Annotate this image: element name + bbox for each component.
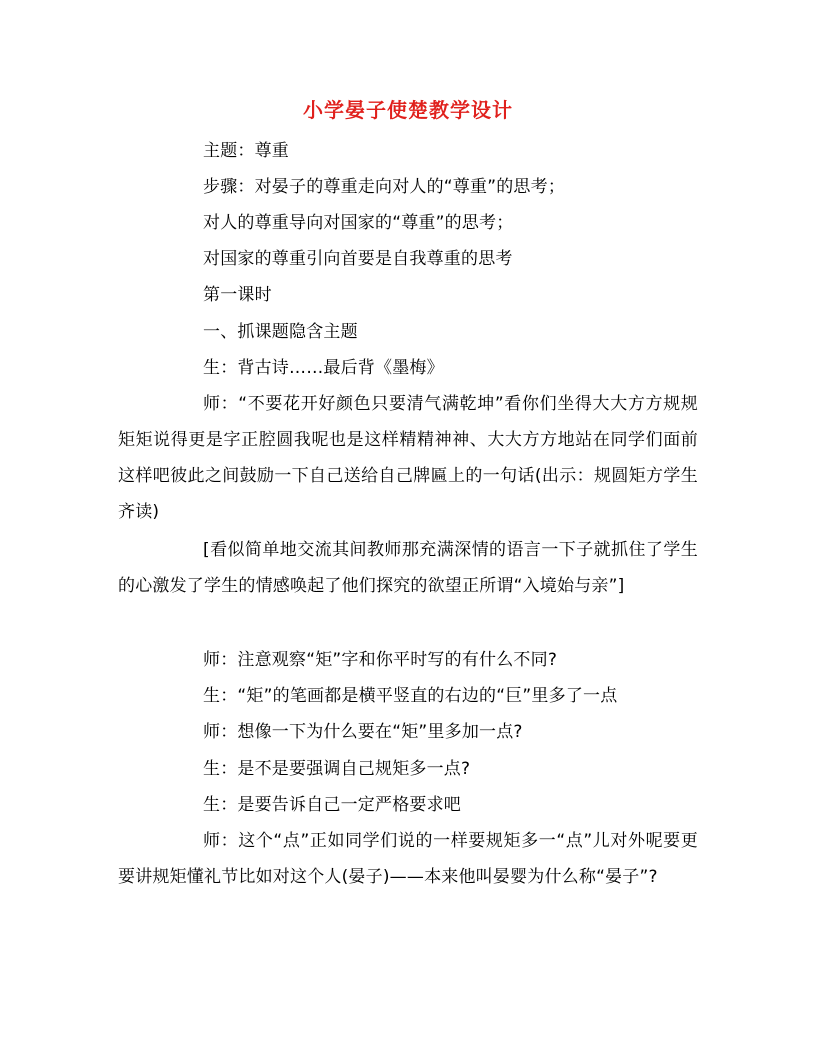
text-line: 主题：尊重	[203, 141, 289, 161]
text-line: 对人的尊重导向对国家的“尊重”的思考；	[203, 213, 514, 233]
text-line: 对国家的尊重引向首要是自我尊重的思考	[203, 249, 513, 269]
text-line: 生：是不是要强调自己规矩多一点?	[203, 759, 471, 779]
text-line: 生：背古诗……最后背《墨梅》	[203, 358, 444, 378]
text-line: 师：注意观察“矩”字和你平时写的有什么不同?	[203, 650, 558, 670]
text-line: 步骤：对晏子的尊重走向对人的“尊重”的思考；	[203, 177, 566, 197]
text-line: 生：是要告诉自己一定严格要求吧	[203, 795, 461, 815]
paragraph: 师：这个“点”正如同学们说的一样要规矩多一“点”儿对外呢要更要讲规矩懂礼节比如对这个人(晏子)——本来他叫晏婴为什么称“晏子”?	[118, 831, 698, 887]
document-title: 小学晏子使楚教学设计	[303, 98, 513, 122]
text-line: 第一课时	[203, 285, 272, 305]
text-line: 生：“矩”的笔画都是横平竖直的右边的“巨”里多了一点	[203, 686, 618, 706]
text-line: 师：想像一下为什么要在“矩”里多加一点?	[203, 722, 523, 742]
paragraph: 师：“不要花开好颜色只要清气满乾坤”看你们坐得大大方方规规矩矩说得更是字正腔圆我呢也是这样精精神神、大大方方地站在同学们面前这样吧彼此之间鼓励一下自己送给自己牌匾上的一句话(出示：规圆矩方学生齐读)	[118, 394, 698, 522]
text-line: 一、抓课题隐含主题	[203, 322, 358, 342]
paragraph-annotation: [看似简单地交流其间教师那充满深情的语言一下子就抓住了学生的心激发了学生的情感唤起了他们探究的欲望正所谓“入境始与亲”]	[118, 540, 698, 596]
